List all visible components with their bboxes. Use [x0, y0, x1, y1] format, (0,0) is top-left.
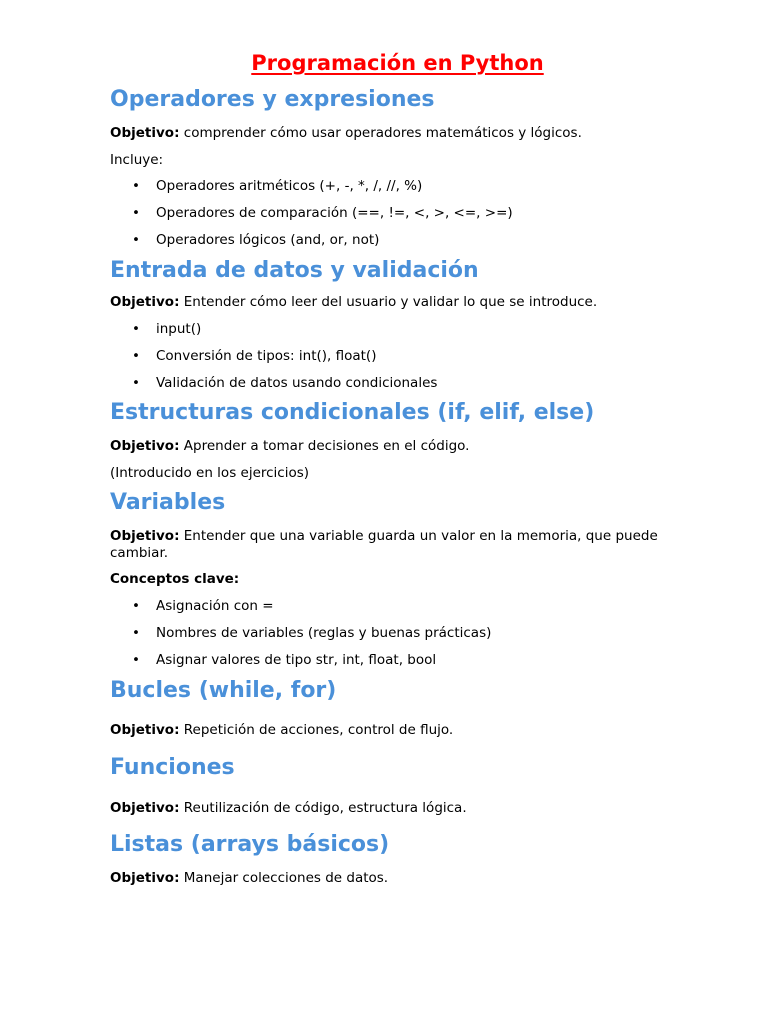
objective-label: Objetivo:: [110, 870, 180, 886]
list-item: • Operadores de comparación (==, !=, <, >, <=, >=): [132, 205, 513, 221]
objective-text: Repetición de acciones, control de flujo.: [183, 722, 454, 738]
objective-label: Objetivo:: [110, 438, 180, 454]
objective-text: Reutilización de código, estructura lógica.: [183, 800, 467, 816]
section-heading-entrada: Entrada de datos y validación: [110, 258, 479, 283]
section-heading-operadores: Operadores y expresiones: [110, 87, 435, 112]
section-heading-listas: Listas (arrays básicos): [110, 832, 390, 857]
bullet-icon: •: [132, 178, 140, 194]
list-item: • Operadores aritméticos (+, -, *, /, //, %): [132, 178, 423, 194]
section-objective: [110, 870, 710, 887]
bullet-icon: •: [132, 232, 140, 248]
list-item: • Operadores lógicos (and, or, not): [132, 232, 380, 248]
section-objective: [110, 294, 710, 311]
bullet-icon: •: [132, 348, 140, 364]
list-item: • Validación de datos usando condicionales: [132, 375, 438, 391]
section-heading-funciones: Funciones: [110, 755, 235, 780]
objective-text: Entender que una variable guarda un valor en la memoria, que puede cambiar.: [110, 528, 658, 561]
objective-label: Objetivo:: [110, 800, 180, 816]
bullet-icon: •: [132, 625, 140, 641]
section-objective: [110, 438, 710, 455]
bullet-icon: •: [132, 652, 140, 668]
objective-text: comprender cómo usar operadores matemáticos y lógicos.: [183, 125, 582, 141]
objective-text: Aprender a tomar decisiones en el código.: [183, 438, 470, 454]
objective-label: Objetivo:: [110, 528, 180, 544]
objective-text: Manejar colecciones de datos.: [183, 870, 389, 886]
list-item: • Conversión de tipos: int(), float(): [132, 348, 377, 364]
section-note: (Introducido en los ejercicios): [110, 465, 310, 481]
objective-label: Objetivo:: [110, 722, 180, 738]
section-heading-variables: Variables: [110, 490, 226, 515]
section-intro: Incluye:: [110, 152, 164, 168]
bullet-icon: •: [132, 321, 140, 337]
section-heading-bucles: Bucles (while, for): [110, 678, 337, 703]
section-heading-condicionales: Estructuras condicionales (if, elif, else): [110, 400, 595, 425]
section-objective: [110, 722, 710, 739]
section-objective: [110, 528, 700, 562]
list-item: • input(): [132, 321, 202, 337]
bullet-icon: •: [132, 375, 140, 391]
document-title: Programación en Python: [251, 51, 544, 75]
objective-label: Objetivo:: [110, 294, 180, 310]
list-item: • Asignar valores de tipo str, int, float, bool: [132, 652, 437, 668]
list-item: • Asignación con =: [132, 598, 274, 614]
section-concepts-label: Conceptos clave:: [110, 571, 240, 587]
section-objective: [110, 800, 710, 817]
objective-label: Objetivo:: [110, 125, 180, 141]
objective-text: Entender cómo leer del usuario y validar lo que se introduce.: [183, 294, 598, 310]
list-item: • Nombres de variables (reglas y buenas prácticas): [132, 625, 492, 641]
section-objective: [110, 125, 710, 142]
bullet-icon: •: [132, 598, 140, 614]
bullet-icon: •: [132, 205, 140, 221]
